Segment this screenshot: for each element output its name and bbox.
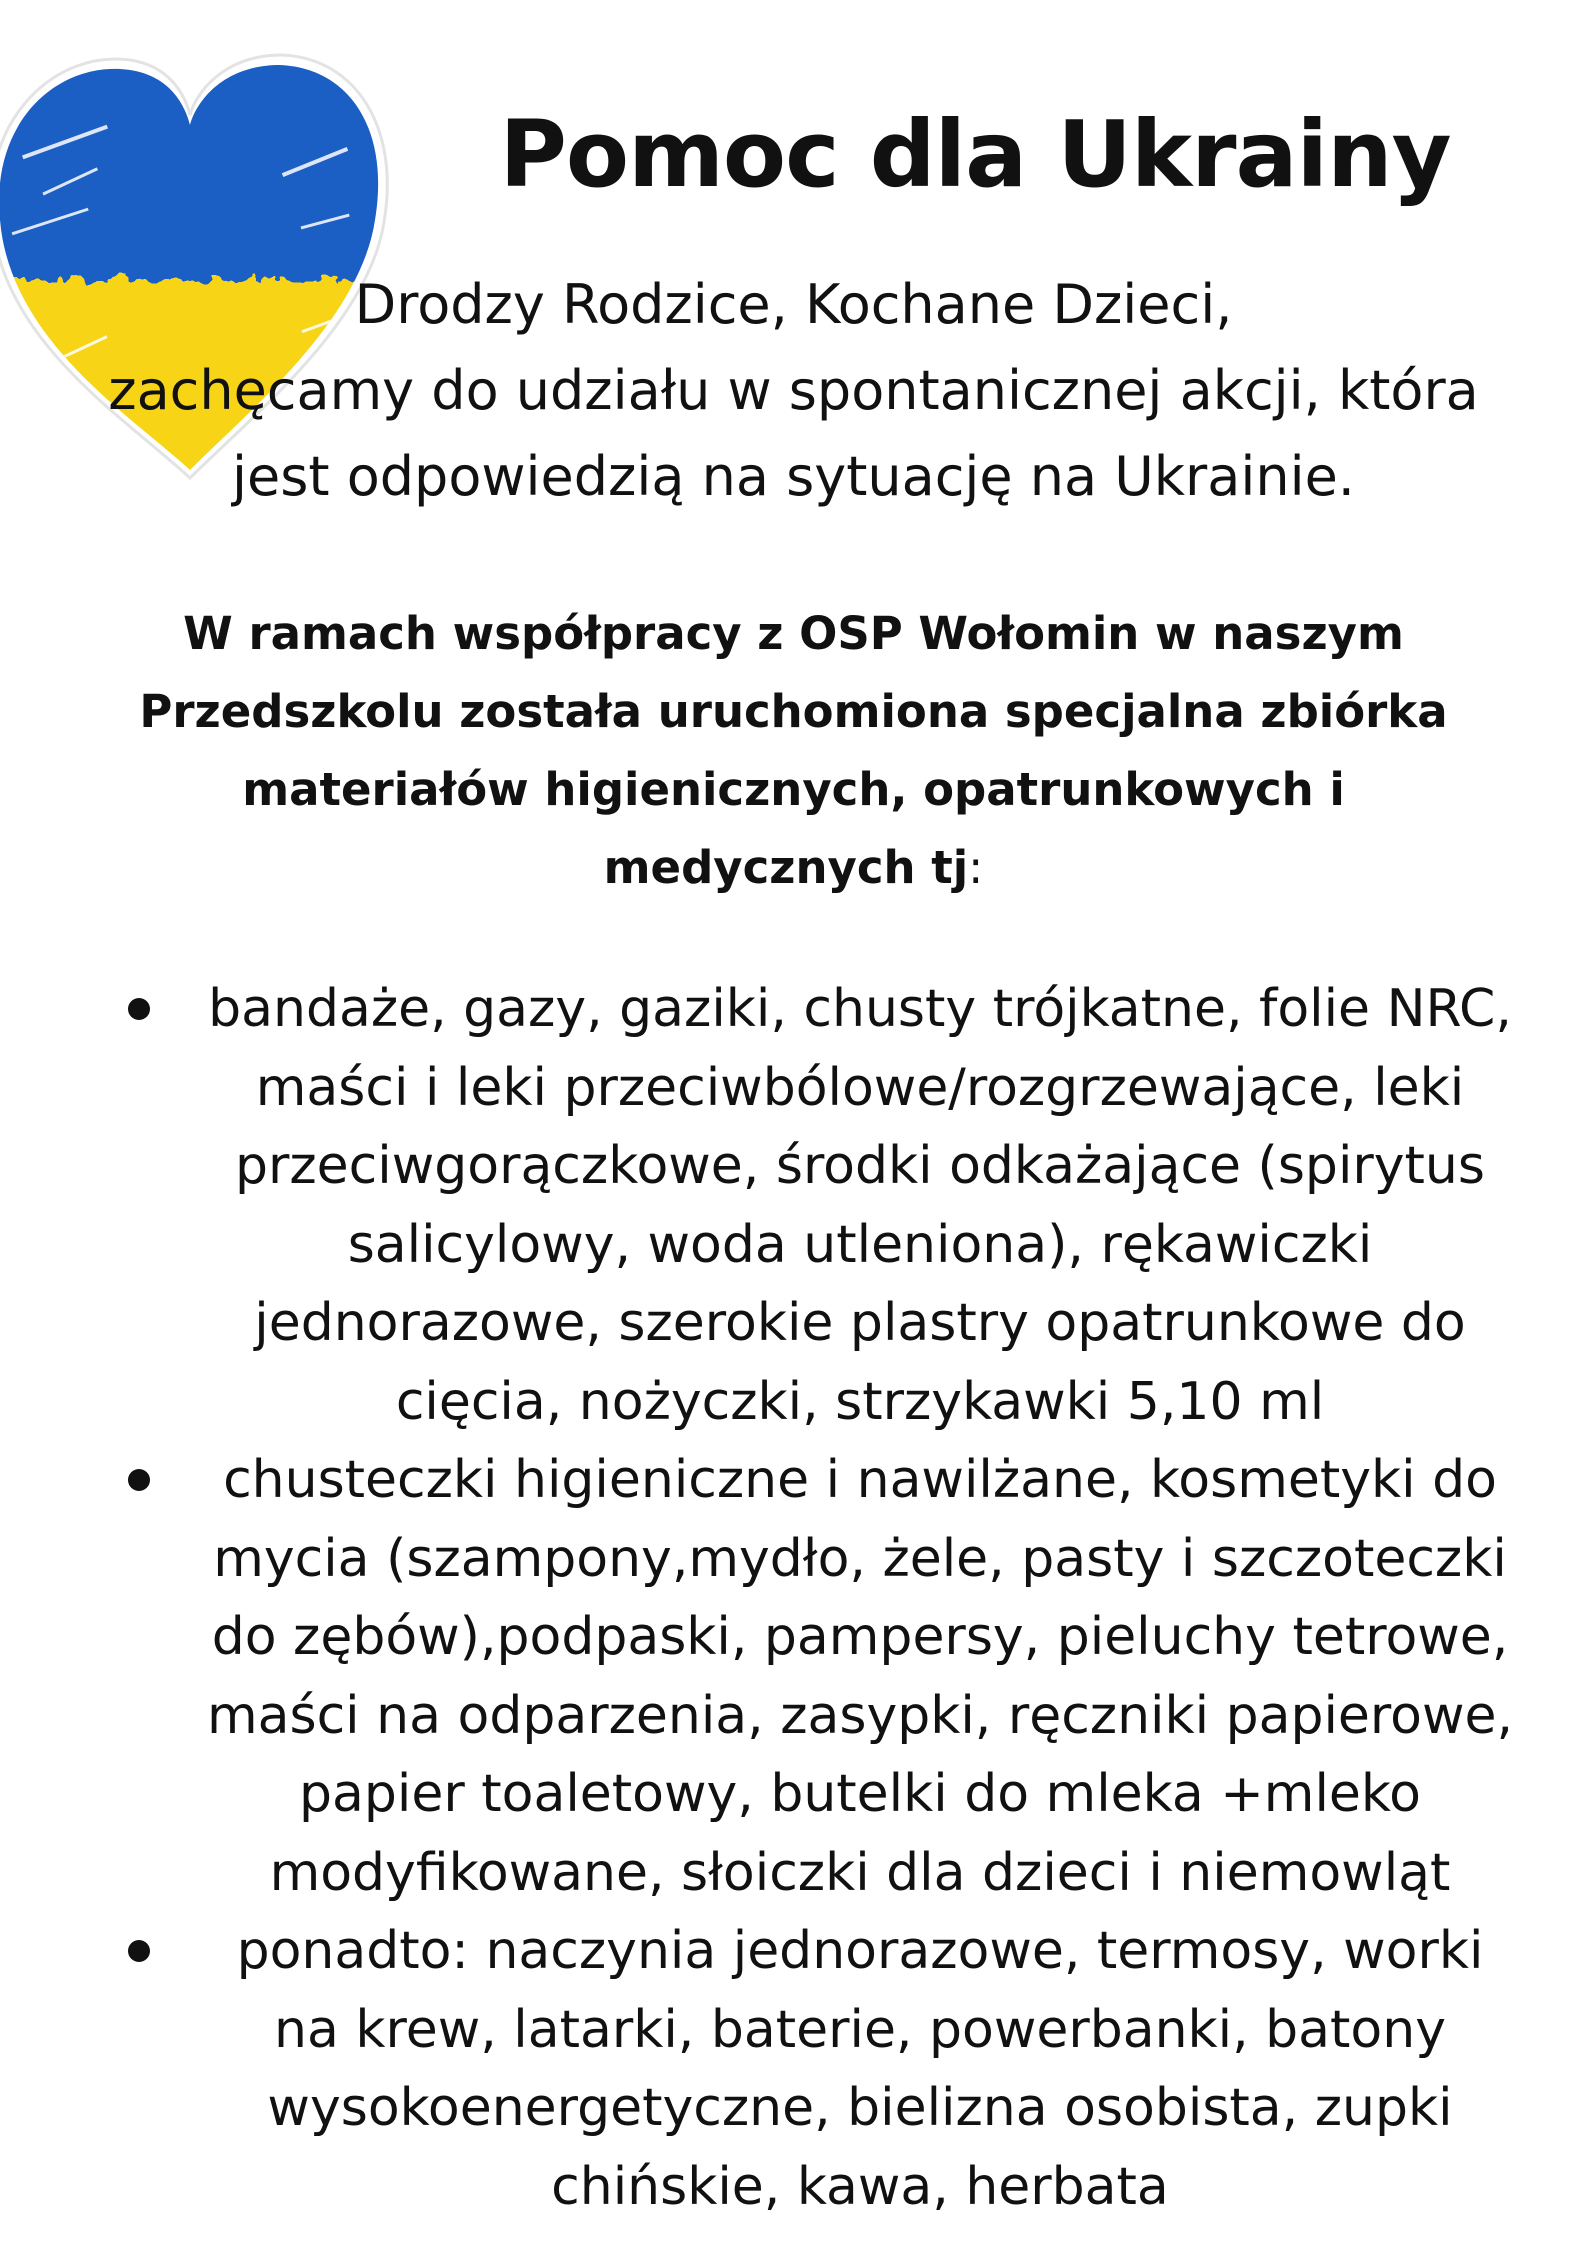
announcement-paragraph <box>60 595 1527 907</box>
list-item-line: mycia (szampony,mydło, żele, pasty i szczoteczki <box>213 1528 1507 1589</box>
list-item-line: do zębów),podpaski, pampersy, pieluchy tetrowe, <box>211 1607 1509 1667</box>
intro-line: jest odpowiedzią na sytuację na Ukrainie. <box>232 445 1355 508</box>
bullet-icon <box>128 998 150 1020</box>
announcement-line: W ramach współpracy z OSP Wołomin w naszym <box>183 607 1404 660</box>
list-item-line: maści i leki przeciwbólowe/rozgrzewające, leki <box>255 1057 1465 1118</box>
bullet-icon <box>128 1940 150 1962</box>
intro-line: Drodzy Rodzice, Kochane Dzieci, <box>354 273 1233 336</box>
list-item-line: modyfikowane, słoiczki dla dzieci i niemowląt <box>269 1842 1451 1903</box>
list-item-line: wysokoenergetyczne, bielizna osobista, zupki <box>267 2078 1453 2138</box>
announcement-last-line <box>60 829 1527 907</box>
list-item-text <box>190 1912 1530 2226</box>
list-item-line: cięcia, nożyczki, strzykawki 5,10 ml <box>395 1371 1325 1432</box>
announcement-colon: : <box>968 841 984 894</box>
announcement-last-bold: medycznych tj <box>603 841 969 894</box>
list-item <box>110 1912 1530 2226</box>
list-item-line: chusteczki higieniczne i nawilżane, kosmetyki do <box>223 1450 1497 1510</box>
intro-paragraph <box>0 262 1587 520</box>
intro-line: zachęcamy do udziału w spontanicznej akcji, która <box>108 359 1479 422</box>
announcement-line: Przedszkolu została uruchomiona specjalna zbiórka <box>139 685 1448 738</box>
list-item-text <box>190 1441 1530 1912</box>
list-item-line: jednorazowe, szerokie plastry opatrunkowe do <box>254 1293 1466 1353</box>
list-item-line: na krew, latarki, baterie, powerbanki, batony <box>274 1999 1446 2060</box>
bullet-icon <box>128 1469 150 1491</box>
announcement-line: materiałów higienicznych, opatrunkowych i <box>242 763 1345 816</box>
page-title: Pomoc dla Ukrainy <box>499 101 1451 208</box>
list-item <box>110 1441 1530 1912</box>
list-item-line: chińskie, kawa, herbata <box>551 2156 1169 2217</box>
list-item-text <box>190 970 1530 1441</box>
list-item-line: ponadto: naczynia jednorazowe, termosy, worki <box>236 1921 1484 1981</box>
list-item-line: bandaże, gazy, gaziki, chusty trójkatne, folie NRC, <box>208 979 1512 1039</box>
list-item-line: maści na odparzenia, zasypki, ręczniki papierowe, <box>206 1685 1514 1746</box>
list-item-line: przeciwgorączkowe, środki odkażające (spirytus <box>235 1136 1485 1196</box>
list-item-line: salicylowy, woda utleniona), rękawiczki <box>347 1214 1373 1275</box>
list-item <box>110 970 1530 1441</box>
list-item-line: papier toaletowy, butelki do mleka +mleko <box>299 1764 1421 1824</box>
donation-items-list <box>110 970 1530 2226</box>
